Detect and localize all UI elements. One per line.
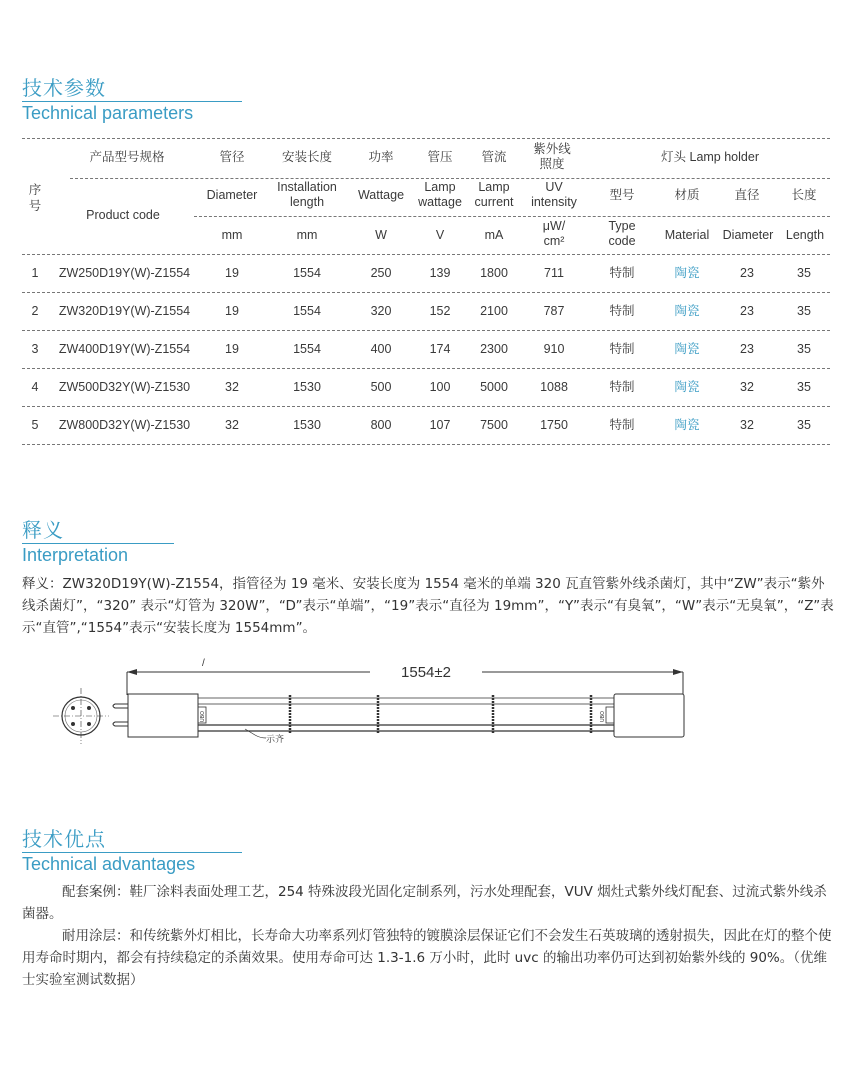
arrow-right-icon (673, 669, 683, 675)
lamp-pins (113, 704, 128, 726)
cell-hl: 35 (797, 380, 811, 394)
table-row (22, 331, 830, 368)
lamp-tube (198, 698, 614, 731)
bracket-right (606, 707, 614, 723)
lamp-cap-left (128, 694, 198, 737)
cell-code: ZW250D19Y(W)-Z1554 (58, 266, 191, 280)
cell-uv: 910 (543, 342, 565, 356)
interpretation-text: 释义：ZW320D19Y(W)-Z1554，指管径为 19 毫米、安装长度为 1554 毫米的单端 320 瓦直管紫外线杀菌灯，其中“ZW”表示“紫外线杀菌灯”，“320” 表示“灯管为 320W”，“D”表示“单端”，“19”表示“直径为 19mm”，“Y”表示“有臭氧”，“W”表示“无臭氧”，“Z”表示“直管”,“1554”表示“安装长度为 1554mm”。 (22, 576, 834, 636)
cell-uv: 1088 (540, 380, 568, 394)
cell-ma: 2300 (480, 342, 508, 356)
advantages-text-block (22, 881, 838, 991)
cell-no: 4 (31, 380, 39, 394)
table-row (22, 293, 830, 330)
cell-type: 特制 (609, 418, 635, 432)
header-voltage-cn: 管压 (427, 150, 453, 164)
cell-hd: 32 (740, 380, 754, 394)
unit-hdiam: Diameter (722, 228, 774, 242)
section-title-cn: 技术参数 (22, 76, 106, 100)
unit-wattage: W (375, 228, 387, 242)
cell-v: 107 (429, 418, 451, 432)
cell-hd: 23 (740, 266, 754, 280)
cell-no: 5 (31, 418, 39, 432)
unit-install: mm (296, 228, 318, 242)
section-title-en: Interpretation (22, 545, 129, 565)
header-current-cn: 管流 (481, 150, 507, 164)
section-title-cn: 技术优点 (22, 827, 106, 851)
cell-hl: 35 (797, 304, 811, 318)
cell-mat: 陶瓷 (674, 304, 700, 318)
spacer-rings (290, 695, 591, 734)
unit-current: mA (484, 228, 504, 242)
unit-type: Type code (608, 219, 636, 248)
header-hlen-cn: 长度 (791, 188, 817, 202)
cell-dia: 32 (225, 380, 239, 394)
header-voltage-en: Lamp wattage (418, 180, 462, 209)
unit-uv-top: μW/ (542, 219, 566, 233)
section-title-en: Technical parameters (22, 103, 194, 123)
lamp-cap-right (614, 694, 684, 737)
cell-hl: 35 (797, 342, 811, 356)
header-diameter-cn: 管径 (219, 150, 245, 164)
cell-code: ZW800D32Y(W)-Z1530 (58, 418, 191, 432)
cell-v: 139 (429, 266, 451, 280)
advantage-paragraph-1: 配套案例：鞋厂涂料表面处理工艺，254 特殊波段光固化定制系列，污水处理配套，VUV 烟灶式紫外线灯配套、过流式紫外线杀菌器。 (22, 884, 827, 922)
end-view (53, 688, 109, 744)
cell-type: 特制 (609, 266, 635, 280)
header-seq: 序 号 (28, 183, 42, 213)
table-rule (194, 216, 830, 217)
header-install-en: Installation length (277, 180, 337, 209)
unit-uv-bottom: cm² (543, 234, 565, 248)
header-wattage-en: Wattage (357, 188, 405, 202)
cell-hd: 23 (740, 304, 754, 318)
leader-line (245, 729, 266, 738)
section-title-en: Technical advantages (22, 854, 196, 874)
header-uv-en: UV intensity (531, 180, 577, 209)
tick-mark: / (202, 658, 205, 669)
header-hdiam-cn: 直径 (734, 188, 760, 202)
cell-ma: 2100 (480, 304, 508, 318)
header-diameter-en: Diameter (206, 188, 258, 202)
section-header-interp (22, 518, 174, 566)
cell-ma: 5000 (480, 380, 508, 394)
interpretation-text-block (22, 573, 838, 639)
cell-code: ZW400D19Y(W)-Z1554 (58, 342, 191, 356)
unit-material: Material (664, 228, 710, 242)
cell-len: 1530 (293, 380, 321, 394)
section-header-adv (22, 827, 242, 875)
unit-hlen: Length (785, 228, 825, 242)
cell-len: 1530 (293, 418, 321, 432)
header-wattage-cn: 功率 (368, 150, 394, 164)
cell-type: 特制 (609, 380, 635, 394)
cell-type: 特制 (609, 342, 635, 356)
table-rule-top (22, 138, 830, 139)
dimension-label: 1554±2 (401, 664, 451, 681)
cell-hl: 35 (797, 418, 811, 432)
cell-ma: 1800 (480, 266, 508, 280)
unit-uv (522, 219, 586, 249)
cell-dia: 19 (225, 304, 239, 318)
label-left: UBO (200, 711, 206, 722)
cell-v: 152 (429, 304, 451, 318)
cell-len: 1554 (293, 342, 321, 356)
cell-hd: 23 (740, 342, 754, 356)
table-row (22, 255, 830, 292)
cell-uv: 787 (543, 304, 565, 318)
cell-type: 特制 (609, 304, 635, 318)
header-material-cn: 材质 (674, 188, 700, 202)
cell-code: ZW320D19Y(W)-Z1554 (58, 304, 191, 318)
cell-dia: 19 (225, 342, 239, 356)
header-type-cn: 型号 (609, 188, 635, 202)
cell-mat: 陶瓷 (674, 380, 700, 394)
section-title-cn: 释义 (22, 518, 64, 542)
header-current-en: Lamp current (474, 180, 514, 209)
cell-mat: 陶瓷 (674, 418, 700, 432)
label-bottom: 示齐 (266, 735, 285, 745)
cell-len: 1554 (293, 266, 321, 280)
label-right: UBO (600, 711, 606, 722)
cell-no: 3 (31, 342, 39, 356)
cell-hd: 32 (740, 418, 754, 432)
unit-diameter: mm (221, 228, 243, 242)
cell-w: 400 (370, 342, 392, 356)
cell-w: 800 (370, 418, 392, 432)
cell-v: 100 (429, 380, 451, 394)
cell-ma: 7500 (480, 418, 508, 432)
cell-uv: 711 (544, 266, 564, 280)
cell-dia: 32 (225, 418, 239, 432)
cell-w: 500 (370, 380, 392, 394)
header-product-cn: 产品型号规格 (89, 150, 165, 164)
cell-w: 320 (370, 304, 392, 318)
section-header-params (22, 76, 242, 124)
advantage-paragraph-2: 耐用涂层：和传统紫外灯相比，长寿命大功率系列灯管独特的镀膜涂层保证它们不会发生石英玻璃的透射损失，因此在灯的整个使用寿命时期内，都会有持续稳定的杀菌效果。使用寿命可达 1.3-1.6 万小时，此时 uvc 的输出功率仍可达到初始紫外线的 90%。（优维士实验室测试数据） (22, 928, 832, 988)
table-rule (22, 444, 830, 445)
table-row (22, 407, 830, 444)
unit-voltage: V (435, 228, 445, 242)
table-row (22, 369, 830, 406)
lamp-diagram (40, 650, 760, 750)
header-holder: 灯头 Lamp holder (661, 150, 759, 164)
cell-dia: 19 (225, 266, 239, 280)
cell-no: 2 (31, 304, 39, 318)
table-rule (70, 178, 830, 179)
cell-code: ZW500D32Y(W)-Z1530 (58, 380, 191, 394)
header-product-en: Product code (86, 208, 160, 222)
cell-hl: 35 (797, 266, 811, 280)
cell-uv: 1750 (540, 418, 568, 432)
cell-mat: 陶瓷 (674, 342, 700, 356)
cell-no: 1 (31, 266, 39, 280)
cell-v: 174 (429, 342, 451, 356)
header-uv-cn: 紫外线 照度 (533, 142, 571, 171)
cell-len: 1554 (293, 304, 321, 318)
cell-w: 250 (370, 266, 392, 280)
arrow-left-icon (127, 669, 137, 675)
header-install-cn: 安装长度 (281, 150, 332, 164)
cell-mat: 陶瓷 (674, 266, 700, 280)
